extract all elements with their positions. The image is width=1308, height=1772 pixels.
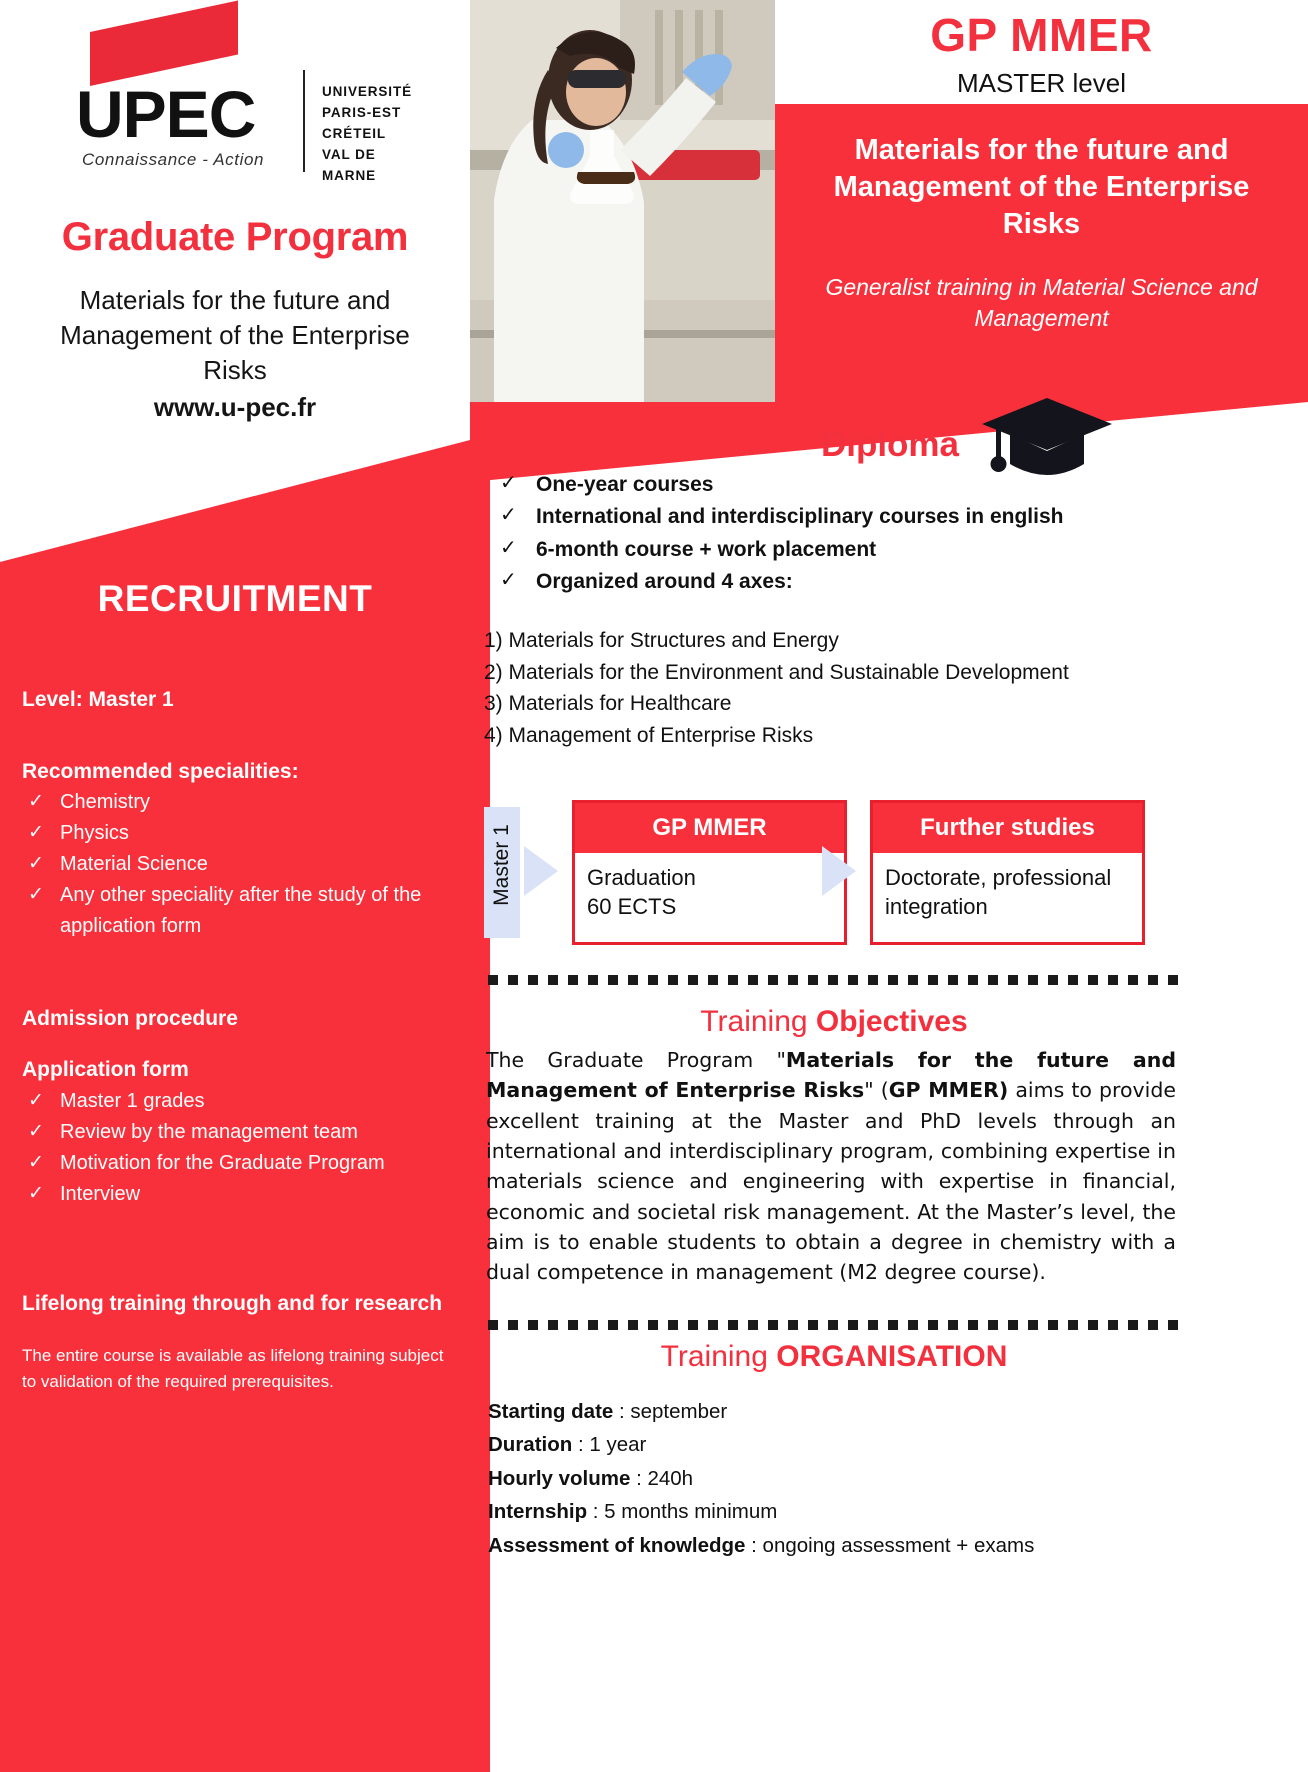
organisation-row xyxy=(488,1529,1188,1562)
organisation-label: Starting date xyxy=(488,1400,614,1423)
list-item xyxy=(22,1117,450,1148)
list-item xyxy=(22,880,450,942)
list-item-label: 6-month course + work placement xyxy=(536,537,877,561)
program-level: MASTER level xyxy=(956,68,1127,98)
flow-box-1-line-2: 60 ECTS xyxy=(587,894,677,920)
program-code-title: GP MMER xyxy=(930,9,1153,61)
logo-university-line-3: VAL DE MARNE xyxy=(322,146,376,183)
check-icon: ✓ xyxy=(28,884,44,906)
flow-box-gp-mmer xyxy=(572,800,847,945)
training-objectives-heading-light: Training xyxy=(700,1005,816,1038)
lifelong-heading: Lifelong training through and for research xyxy=(22,1292,443,1315)
diploma-bullet-list xyxy=(488,470,1188,600)
list-item xyxy=(22,818,450,849)
organisation-label: Assessment of knowledge xyxy=(488,1533,746,1557)
list-item-label: Chemistry xyxy=(60,791,151,814)
objectives-part-3: aims to provide excellent training at the Master and PhD levels through an international and interdisciplinary program, combining expertise in materials science and engineering with expertise in financial, economic and societal risk management. At the Master’s level, the aim is to enable students to obtain a degree in chemistry with a dual competence in management (M2 degree course). xyxy=(486,1078,1176,1285)
logo-university-line-2: PARIS-EST CRÉTEIL xyxy=(322,104,402,141)
application-list xyxy=(22,1086,450,1210)
axis-item-2: 2) Materials for the Environment and Sustainable Development xyxy=(484,660,1069,684)
check-icon: ✓ xyxy=(500,504,517,527)
list-item-label: Organized around 4 axes: xyxy=(536,570,793,594)
flow-box-1-body xyxy=(575,853,844,932)
organisation-value: : ongoing assessment + exams xyxy=(745,1533,1035,1557)
logo-divider xyxy=(303,70,305,172)
list-item-label: Material Science xyxy=(60,853,208,876)
axis-item-3: 3) Materials for Healthcare xyxy=(484,692,732,715)
objectives-bold-1: Materials for the future and Management of Enterprise Risks xyxy=(486,1048,1176,1103)
program-title: Materials for the future and Management of the Enterprise Risks xyxy=(833,134,1250,241)
recommended-list xyxy=(22,787,450,942)
graduate-program-title: Graduate Program xyxy=(61,215,409,259)
check-icon: ✓ xyxy=(28,1120,44,1142)
objectives-bold-2: GP MMER) xyxy=(888,1078,1009,1103)
training-organisation-heading-light: Training xyxy=(660,1340,777,1373)
logo-wordmark: UPEC xyxy=(76,77,256,151)
training-organisation-heading xyxy=(484,1340,1184,1374)
level-block xyxy=(22,686,450,713)
lifelong-text: The entire course is available as lifelong training subject to validation of the required prerequisites. xyxy=(22,1346,444,1391)
flow-arrow-2-icon xyxy=(822,846,856,896)
organisation-label: Duration xyxy=(488,1433,573,1457)
list-item xyxy=(488,502,1188,532)
list-item-label: International and interdisciplinary courses in english xyxy=(536,505,1064,529)
website-link[interactable]: www.u-pec.fr xyxy=(153,392,317,423)
organisation-row xyxy=(488,1462,1188,1495)
list-item-label: Motivation for the Graduate Program xyxy=(60,1151,385,1174)
organisation-value: : 5 months minimum xyxy=(587,1500,778,1524)
recruitment-heading: RECRUITMENT xyxy=(97,578,373,619)
right-column xyxy=(470,0,1308,1772)
program-tagline: Generalist training in Material Science and Management xyxy=(825,274,1258,331)
flow-entry-label: Master 1 xyxy=(490,824,513,906)
organisation-details-list xyxy=(488,1395,1188,1562)
objectives-part-1: The Graduate Program " xyxy=(486,1048,786,1072)
career-flow-diagram xyxy=(484,800,1184,945)
training-objectives-heading xyxy=(484,1005,1184,1039)
organisation-value: : 240h xyxy=(630,1466,694,1490)
organisation-row xyxy=(488,1395,1188,1428)
training-objectives-text xyxy=(486,1045,1176,1288)
list-item-label: Any other speciality after the study of the application form xyxy=(60,884,422,938)
flow-box-further-studies xyxy=(870,800,1145,945)
organisation-row xyxy=(488,1428,1188,1461)
flow-box-1-title: GP MMER xyxy=(575,803,844,853)
list-item-label: Physics xyxy=(60,822,129,845)
check-icon: ✓ xyxy=(28,822,44,844)
list-item xyxy=(22,1179,450,1210)
graduate-program-subtitle-text: Materials for the future and Management of the Enterprise Risks xyxy=(60,285,410,386)
list-item-label: Master 1 grades xyxy=(60,1089,205,1112)
list-item-label: One-year courses xyxy=(536,473,714,496)
admission-block xyxy=(22,1005,450,1210)
flow-box-2-title: Further studies xyxy=(873,803,1142,853)
flow-box-2-body: Doctorate, professional integration xyxy=(885,865,1112,920)
photo-illustration xyxy=(470,0,775,402)
list-item xyxy=(22,1148,450,1179)
program-red-header xyxy=(775,104,1308,402)
training-organisation-heading-bold: ORGANISATION xyxy=(776,1340,1008,1373)
admission-heading: Admission procedure xyxy=(22,1007,238,1030)
check-icon: ✓ xyxy=(28,1089,44,1111)
list-item xyxy=(488,567,1188,597)
application-form-heading: Application form xyxy=(22,1058,189,1082)
recommended-specialities-block xyxy=(22,758,450,942)
dotted-divider-2 xyxy=(488,1320,1178,1330)
logo-red-bar-icon xyxy=(90,1,238,86)
list-item-label: Interview xyxy=(60,1182,141,1205)
flow-box-1-line-1: Graduation xyxy=(587,865,696,890)
organisation-label: Internship xyxy=(488,1500,588,1524)
check-icon: ✓ xyxy=(500,569,517,592)
logo-university-line-1: UNIVERSITÉ xyxy=(322,84,413,99)
list-item xyxy=(488,535,1188,565)
objectives-part-2: " ( xyxy=(864,1078,889,1103)
check-icon: ✓ xyxy=(28,1182,44,1204)
list-item xyxy=(22,849,450,880)
organisation-row xyxy=(488,1495,1188,1528)
list-item xyxy=(22,1086,450,1117)
flow-entry-master1 xyxy=(484,807,520,938)
organisation-value: : september xyxy=(613,1400,728,1423)
axis-item-4: 4) Management of Enterprise Risks xyxy=(484,723,814,747)
axes-list xyxy=(484,625,1204,751)
axis-item-1: 1) Materials for Structures and Energy xyxy=(484,629,839,652)
check-icon: ✓ xyxy=(28,1151,44,1173)
logo-tagline: Connaissance - Action xyxy=(82,150,265,169)
laboratory-student-photo xyxy=(470,0,775,402)
flow-arrow-1-icon xyxy=(524,846,558,896)
training-objectives-heading-bold: Objectives xyxy=(815,1005,968,1038)
graduate-program-subtitle xyxy=(40,283,430,425)
recommended-heading: Recommended specialities: xyxy=(22,760,299,783)
lifelong-training-block xyxy=(22,1290,450,1394)
left-column xyxy=(0,0,470,1772)
check-icon: ✓ xyxy=(28,853,44,875)
check-icon: ✓ xyxy=(28,791,44,813)
dotted-divider-1 xyxy=(488,975,1178,985)
list-item xyxy=(488,470,1188,500)
diploma-heading: Diploma xyxy=(820,425,960,464)
organisation-label: Hourly volume xyxy=(488,1466,631,1490)
list-item-label: Review by the management team xyxy=(60,1120,358,1143)
organisation-value: : 1 year xyxy=(572,1433,647,1457)
level-label: Level: Master 1 xyxy=(22,688,174,711)
logo-university-name xyxy=(322,82,420,187)
check-icon: ✓ xyxy=(500,472,517,494)
upec-logo xyxy=(60,24,420,183)
check-icon: ✓ xyxy=(500,536,517,559)
list-item xyxy=(22,787,450,818)
